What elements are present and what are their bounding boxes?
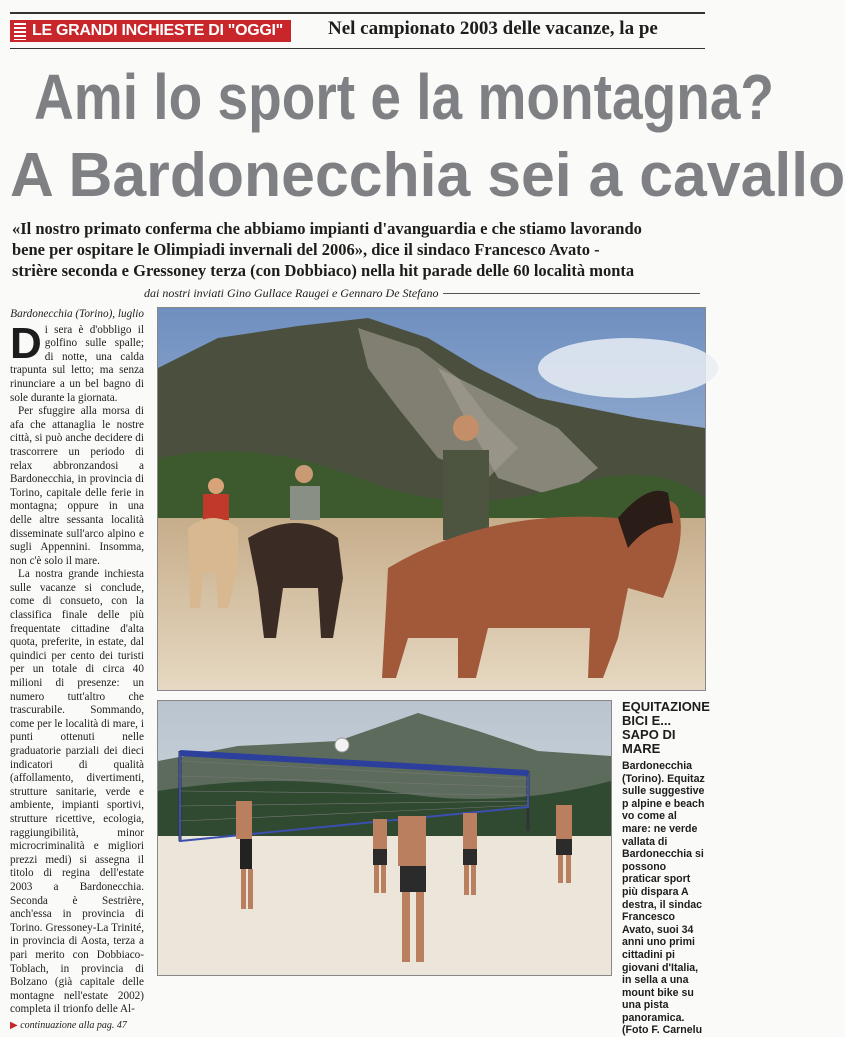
standfirst-line-2: bene per ospitare le Olimpiadi invernali del 2006», dice il sindaco Francesco Avato - xyxy=(12,240,600,259)
paragraph-1-text: i sera è d'obbligo il golfino sulle spalle; di notte, una calda trapunta sul letto; ma senza rinunciare a un bel bagno di sole durante la giornata. xyxy=(10,323,144,404)
paragraph-3: La nostra grande inchiesta sulle vacanze si conclude, come di consueto, con la classifica finale delle più frequentate cittadine d'alta quota, preferite, in estate, dal quindici per cento dei turisti per un totale di circa 40 milioni di presenze: un numero tutt'altro che trascurabile. Sommando, come per le località di mare, i punti ottenuti nelle graduatorie parziali dei dieci indicatori di qualità (affollamento, divertimenti, strutture sanitarie, verde e ambiente, impianti sportivi, strutture ricettive, ecologia, raggiungibilità, minor microcriminalità e migliori prezzi medi) si assegna il titolo di regina dell'estate 2003 a Bardonecchia. Seconda è Sestrière, anch'essa in provincia di Torino. Gressoney-La Trinité, in provincia di Aosta, terza a pari merito con Dobbiaco-Toblach, in provincia di Bolzano (già capitale delle montagne nell'estate 2002) completa il trionfo delle Al- xyxy=(10,568,144,1016)
article-column xyxy=(10,308,144,1032)
horse-riding-photo xyxy=(157,307,706,691)
standfirst xyxy=(12,218,732,281)
standfirst-line-3: strière seconda e Gressoney terza (con Dobbiaco) nella hit parade delle 60 località monta xyxy=(12,261,635,280)
dateline: Bardonecchia (Torino), luglio xyxy=(10,308,144,320)
section-tag: LE GRANDI INCHIESTE DI "OGGI" xyxy=(10,20,291,42)
photo-caption xyxy=(622,699,710,1037)
paragraph-2: Per sfuggire alla morsa di afa che attanaglia le nostre città, si può anche decidere di trascorrere un periodo di relax abbronzandosi a Bardonecchia, in provincia di Torino, capitale delle ferie in montagna; oppure in una delle altre sessanta località disseminate sull'arco alpino e sugli Appennini. Insomma, non c'è solo il mare. xyxy=(10,405,144,567)
horse-riding-illustration xyxy=(158,308,705,690)
byline xyxy=(140,286,443,301)
caption-text: Bardonecchia (Torino). Equitaz sulle suggestive p alpine e beach vo come al mare: ne verde vallata di Bardonecchia si possono praticar sport più dispara A destra, il sindac Francesco Avato, suoi 34 anni uno primi cittadini pi giovani d'Italia, in sella a una mount bike su una pista panoramica. (Foto F. Carnelu xyxy=(622,760,705,1037)
dropcap: D xyxy=(10,318,42,368)
beach-volley-illustration xyxy=(158,701,611,975)
section-header-bar xyxy=(10,12,705,49)
headline-line-2: A Bardonecchia sei a cavallo xyxy=(10,141,845,210)
volleyball-ball xyxy=(335,738,349,752)
byline-text: dai nostri inviati Gino Gullace Raugei e Gennaro De Stefano xyxy=(140,286,443,300)
kicker-text: Nel campionato 2003 delle vacanze, la pe xyxy=(328,18,658,39)
headline-line-1: Ami lo sport e la montagna? xyxy=(34,61,775,133)
continuation-note: ▶ continuazione alla pag. 47 xyxy=(10,1019,144,1033)
paragraph-1 xyxy=(10,318,144,406)
caption-title: EQUITAZIONE BICI E... SAPO DI MARE xyxy=(622,699,710,756)
standfirst-line-1: «Il nostro primato conferma che abbiamo impianti d'avanguardia e che stiamo lavorando xyxy=(12,219,642,238)
beach-volley-photo xyxy=(157,700,612,976)
